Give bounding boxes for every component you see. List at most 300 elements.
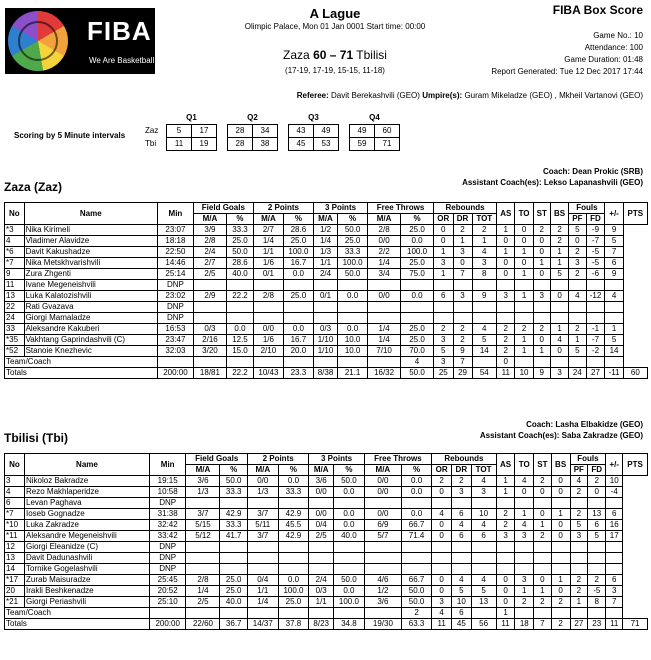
stat-cell [432,542,452,553]
stat-cell: 1/4 [368,335,401,346]
quarters-label: Scoring by 5 Minute intervals [14,131,126,140]
player-name: Davit Dadunashvili [25,553,150,564]
stat-cell [401,280,434,291]
quarter-cell: 45 [289,138,314,151]
stat-cell [586,313,605,324]
stat-cell: 3 [452,487,471,498]
stat-cell [606,564,623,575]
stat-cell: -12 [586,291,605,302]
stat-cell: 0 [432,575,452,586]
totals-row [5,619,648,630]
stat-cell: 1 [533,258,550,269]
stat-cell: 2 [515,324,533,335]
referee-label: Referee: [296,91,329,100]
stat-cell [472,280,497,291]
logo-tagline: We Are Basketball [89,56,155,65]
column-header: % [338,214,368,225]
stat-cell: 6 [588,520,606,531]
stat-cell [220,608,247,619]
column-header: Fouls [570,454,606,465]
quarter-cell: 19 [192,138,217,151]
player-number: 33 [5,324,25,335]
stat-cell: 4 [472,247,497,258]
player-number: 13 [5,553,25,564]
home-score: 60 [313,48,327,62]
stat-cell: 8 [588,597,606,608]
stat-cell [605,302,623,313]
quarter-cell: 59 [350,138,375,151]
stat-cell [452,553,471,564]
player-row [5,564,648,575]
officials [297,90,643,102]
stat-cell: 100.0 [401,247,434,258]
stat-cell [338,280,368,291]
stat-cell: 1/10 [313,346,337,357]
stat-cell: 37.8 [278,619,309,630]
stat-cell: 2 [570,487,588,498]
stat-cell: 15.0 [227,346,254,357]
stat-cell: 4 [550,335,568,346]
stat-cell [186,542,220,553]
stat-cell: 2 [497,324,515,335]
stat-cell: 42.9 [220,509,247,520]
stat-cell: 2 [588,476,606,487]
stat-cell: 1/4 [247,597,278,608]
stat-cell: -2 [586,346,605,357]
stat-cell: 0.0 [334,487,365,498]
stat-cell: 0 [551,586,570,597]
stat-cell: 0.0 [338,291,368,302]
player-number: 4 [5,487,25,498]
stat-cell: 2 [550,236,568,247]
player-number: *17 [5,575,25,586]
stat-cell: 0 [550,346,568,357]
stat-cell: 22/60 [186,619,220,630]
stat-cell: 50.0 [338,269,368,280]
stat-cell: 8 [472,269,497,280]
stat-cell [186,564,220,575]
quarter-cell: 28 [228,125,253,138]
stat-cell: 11 [432,619,452,630]
stat-cell: 0.0 [338,324,368,335]
player-name: Tornike Gogelashvili [25,564,150,575]
stat-cell [551,498,570,509]
stat-cell [497,313,515,324]
column-header: Name [25,454,150,476]
player-row [5,247,648,258]
stat-cell: 7/10 [368,346,401,357]
player-name: Aleksandre Megeneishvili [25,531,150,542]
column-header: 3 Points [309,454,364,465]
stat-cell [247,553,278,564]
logo-text: FIBA [87,16,152,46]
stat-cell [338,302,368,313]
stat-cell: 0.0 [334,509,365,520]
stat-cell: 25.0 [283,236,313,247]
stat-cell: 7 [606,597,623,608]
stat-cell [368,302,401,313]
stat-cell [309,564,334,575]
stat-cell: 50.0 [401,368,434,379]
stat-cell: DNP [158,302,194,313]
stat-cell: 0 [432,487,452,498]
stat-cell [606,498,623,509]
stat-cell: 2/7 [253,225,283,236]
column-header: M/A [247,465,278,476]
stat-cell [334,564,365,575]
stat-cell: 0.0 [334,520,365,531]
player-number: *21 [5,597,25,608]
stat-cell: 1 [551,509,570,520]
stat-cell: 1 [496,608,515,619]
column-header: Free Throws [364,454,431,465]
stat-cell: 4 [515,476,534,487]
stat-cell: 17 [606,531,623,542]
stat-cell [364,608,401,619]
player-name: Aleksandre Kakuberi [24,324,157,335]
stat-cell: 9 [605,269,623,280]
stat-cell [570,608,588,619]
stat-cell [283,357,313,368]
stat-cell: 0 [551,487,570,498]
stat-cell: 2 [432,476,452,487]
column-header: M/A [364,465,401,476]
stat-cell: 1 [534,520,552,531]
stat-cell: 50.0 [338,225,368,236]
column-header: Field Goals [186,454,247,465]
stat-cell: 6 [606,509,623,520]
team-coach-row [5,608,648,619]
stat-cell [606,542,623,553]
column-header: FD [588,465,606,476]
stat-cell [402,553,432,564]
stat-cell [402,498,432,509]
stat-cell [570,564,588,575]
quarter-scoring [144,112,400,151]
stat-cell [338,357,368,368]
stat-cell: 25.0 [278,597,309,608]
stat-cell: 6 [452,509,471,520]
stat-cell: 5 [472,335,497,346]
stat-cell [193,313,226,324]
stat-cell: 200:00 [149,619,186,630]
stat-cell: 100.0 [278,586,309,597]
quarter-team: Tbi [145,139,157,148]
column-header: % [283,214,313,225]
stat-cell: 32:42 [149,520,186,531]
stat-cell [149,608,186,619]
stat-cell [186,608,220,619]
stat-cell [472,357,497,368]
stat-cell: 71.4 [402,531,432,542]
stat-cell [515,608,534,619]
stat-cell: 2 [534,476,552,487]
stat-cell: 2 [570,575,588,586]
stat-cell: 3/6 [186,476,220,487]
stat-cell: 50.0 [220,476,247,487]
stat-cell: 1/3 [186,487,220,498]
stat-cell [253,280,283,291]
stat-cell: 14:46 [158,258,194,269]
team-coach-row [5,357,648,368]
stat-cell: 3 [497,291,515,302]
column-header: 2 Points [253,203,313,214]
stat-cell: 14/37 [247,619,278,630]
player-row [5,597,648,608]
column-header: PTS [623,454,648,476]
column-header: No [5,203,25,225]
stat-cell: 16/32 [368,368,401,379]
stat-cell: 2 [534,531,552,542]
player-row [5,542,648,553]
stat-cell: 0 [534,575,552,586]
column-header: BS [551,454,570,476]
stat-cell: 1 [496,487,515,498]
stat-cell [471,564,496,575]
stat-cell [401,313,434,324]
quarter-cell: 43 [289,125,314,138]
stat-cell: -5 [586,247,605,258]
stat-cell: 0/0 [368,291,401,302]
row-label: Team/Coach [5,608,150,619]
stat-cell: 5 [434,346,454,357]
stat-cell: 1/2 [313,225,337,236]
stat-cell: 54 [472,368,497,379]
stat-cell: 0 [497,258,515,269]
stat-cell: 7 [534,619,552,630]
player-number: *35 [5,335,25,346]
stat-cell [533,280,550,291]
stat-cell: 22.2 [227,368,254,379]
stat-cell: 70.0 [401,346,434,357]
stat-cell [515,553,534,564]
stat-cell: 33.3 [338,247,368,258]
column-header: M/A [313,214,337,225]
stat-cell: 0/0 [309,487,334,498]
column-header: Name [24,203,157,225]
stat-cell: 1/4 [368,258,401,269]
stat-cell: 16.7 [283,258,313,269]
stat-cell: 2 [453,225,472,236]
stat-cell: -5 [586,258,605,269]
stat-cell: 11 [497,368,515,379]
stat-cell: 18 [515,619,534,630]
stat-cell: 13 [471,597,496,608]
stat-cell [496,498,515,509]
stat-cell: 2 [550,225,568,236]
report-generated: Report Generated: Tue 12 Dec 2017 17:44 [491,67,643,76]
coach-info-away [480,419,643,441]
stat-cell: 4 [471,476,496,487]
stat-cell: 3 [550,368,568,379]
stat-cell: 2/8 [186,575,220,586]
stat-cell: 0.0 [402,476,432,487]
stat-cell: 2/4 [313,269,337,280]
player-number: 20 [5,586,25,597]
stat-cell [434,280,454,291]
stat-cell: 1/1 [247,586,278,597]
stat-cell: 10 [471,509,496,520]
player-number: *3 [5,225,25,236]
box-away [4,453,648,630]
player-row [5,258,648,269]
stat-cell: 0.0 [283,269,313,280]
stat-cell: 5 [471,586,496,597]
stat-cell: 7 [453,269,472,280]
stat-cell: 1/2 [364,586,401,597]
player-number: 13 [5,291,25,302]
stat-cell: 14 [605,346,623,357]
stat-cell [401,302,434,313]
player-name: Rati Gvazava [24,302,157,313]
stat-cell [605,280,623,291]
stat-cell: 3 [606,586,623,597]
column-header: Rebounds [434,203,497,214]
stat-cell [570,498,588,509]
stat-cell: 2 [496,509,515,520]
stat-cell: 0 [551,476,570,487]
player-name: Rezo Makhlaperidze [25,487,150,498]
stat-cell: 10/43 [253,368,283,379]
stat-cell: 4 [570,476,588,487]
stat-cell [533,357,550,368]
column-header: +/- [605,203,623,225]
column-header: TO [515,454,534,476]
stat-cell: 23 [588,619,606,630]
player-row [5,313,648,324]
stat-cell: 0.0 [283,324,313,335]
stat-cell [434,302,454,313]
quarter-cell: 28 [228,138,253,151]
stat-cell: 3 [515,531,534,542]
stat-cell: 2 [496,520,515,531]
stat-cell: 3/7 [247,531,278,542]
column-header: M/A [193,214,226,225]
stat-cell [551,542,570,553]
player-name: Luka Kalatozishvili [24,291,157,302]
stat-cell: 19/30 [364,619,401,630]
column-header: % [278,465,309,476]
stat-cell: 0 [497,269,515,280]
stat-cell: 2 [588,575,606,586]
column-header: Min [149,454,186,476]
stat-cell: 50.0 [402,586,432,597]
stat-cell: 0 [434,236,454,247]
stat-cell: 0 [434,225,454,236]
stat-cell: 3/4 [368,269,401,280]
stat-cell: 0 [432,586,452,597]
stat-cell: 0 [533,269,550,280]
stat-cell [588,553,606,564]
stat-cell [551,608,570,619]
stat-cell: 1/4 [253,236,283,247]
stat-cell: 2/10 [253,346,283,357]
header-row [5,454,648,465]
stat-cell: 1 [550,258,568,269]
stat-cell [227,357,254,368]
quarter-team: Zaz [145,126,159,135]
stat-cell: 2 [570,586,588,597]
stat-cell [432,498,452,509]
stat-cell: 0/3 [309,586,334,597]
stat-cell: 3 [496,531,515,542]
player-name: Giorgi Eleanidze (C) [25,542,150,553]
column-header: % [227,214,254,225]
column-header: % [401,214,434,225]
stat-cell [515,313,533,324]
stat-cell: 4 [472,324,497,335]
stat-cell: -11 [605,368,623,379]
stat-cell: 1 [472,236,497,247]
stat-cell: 2/16 [193,335,226,346]
stat-cell [515,280,533,291]
stat-cell: 1/1 [309,597,334,608]
stat-cell [368,280,401,291]
stat-cell: 23.3 [283,368,313,379]
q2-header: Q2 [247,113,258,122]
stat-cell [227,313,254,324]
stat-cell: 0 [533,335,550,346]
stat-cell: 1 [570,597,588,608]
coach: Coach: Dean Prokic (SRB) [542,167,643,176]
stat-cell [364,564,401,575]
stat-cell: 5 [569,346,586,357]
stat-cell: 41.7 [220,531,247,542]
stat-cell [313,302,337,313]
stat-cell: 20.0 [283,346,313,357]
stat-cell [193,280,226,291]
stat-cell: 3 [570,531,588,542]
stat-cell: 6 [452,608,471,619]
stat-cell [283,313,313,324]
column-header: M/A [253,214,283,225]
stat-cell: 5 [605,335,623,346]
stat-cell: 1 [515,509,534,520]
stat-cell: 2 [551,597,570,608]
stat-cell: 6 [606,575,623,586]
stat-cell: 1 [515,269,533,280]
away-score: 71 [339,48,354,62]
player-name: Giorgi Periashvili [25,597,150,608]
stat-cell: 2 [533,324,550,335]
stat-cell: 2 [453,324,472,335]
stat-cell [605,313,623,324]
quarter-cell: 49 [350,125,375,138]
stat-cell: 25.0 [401,324,434,335]
player-row [5,575,648,586]
stat-cell: 5 [550,269,568,280]
stat-cell: 0 [533,247,550,258]
stat-cell [471,608,496,619]
stat-cell: 6 [452,531,471,542]
stat-cell: 25.0 [401,225,434,236]
quarter-cell: 60 [375,125,400,138]
column-header: AS [496,454,515,476]
quarter-cell: 71 [375,138,400,151]
stat-cell: 5/11 [247,520,278,531]
stat-cell: 0 [534,509,552,520]
stat-cell [253,357,283,368]
stat-cell: 0/1 [253,269,283,280]
column-header: % [402,465,432,476]
player-row [5,302,648,313]
quarter-cell: 11 [167,138,192,151]
column-header: DR [453,214,472,225]
stat-cell: DNP [149,542,186,553]
stat-cell: 9 [605,225,623,236]
stat-cell [588,498,606,509]
stat-cell [588,608,606,619]
